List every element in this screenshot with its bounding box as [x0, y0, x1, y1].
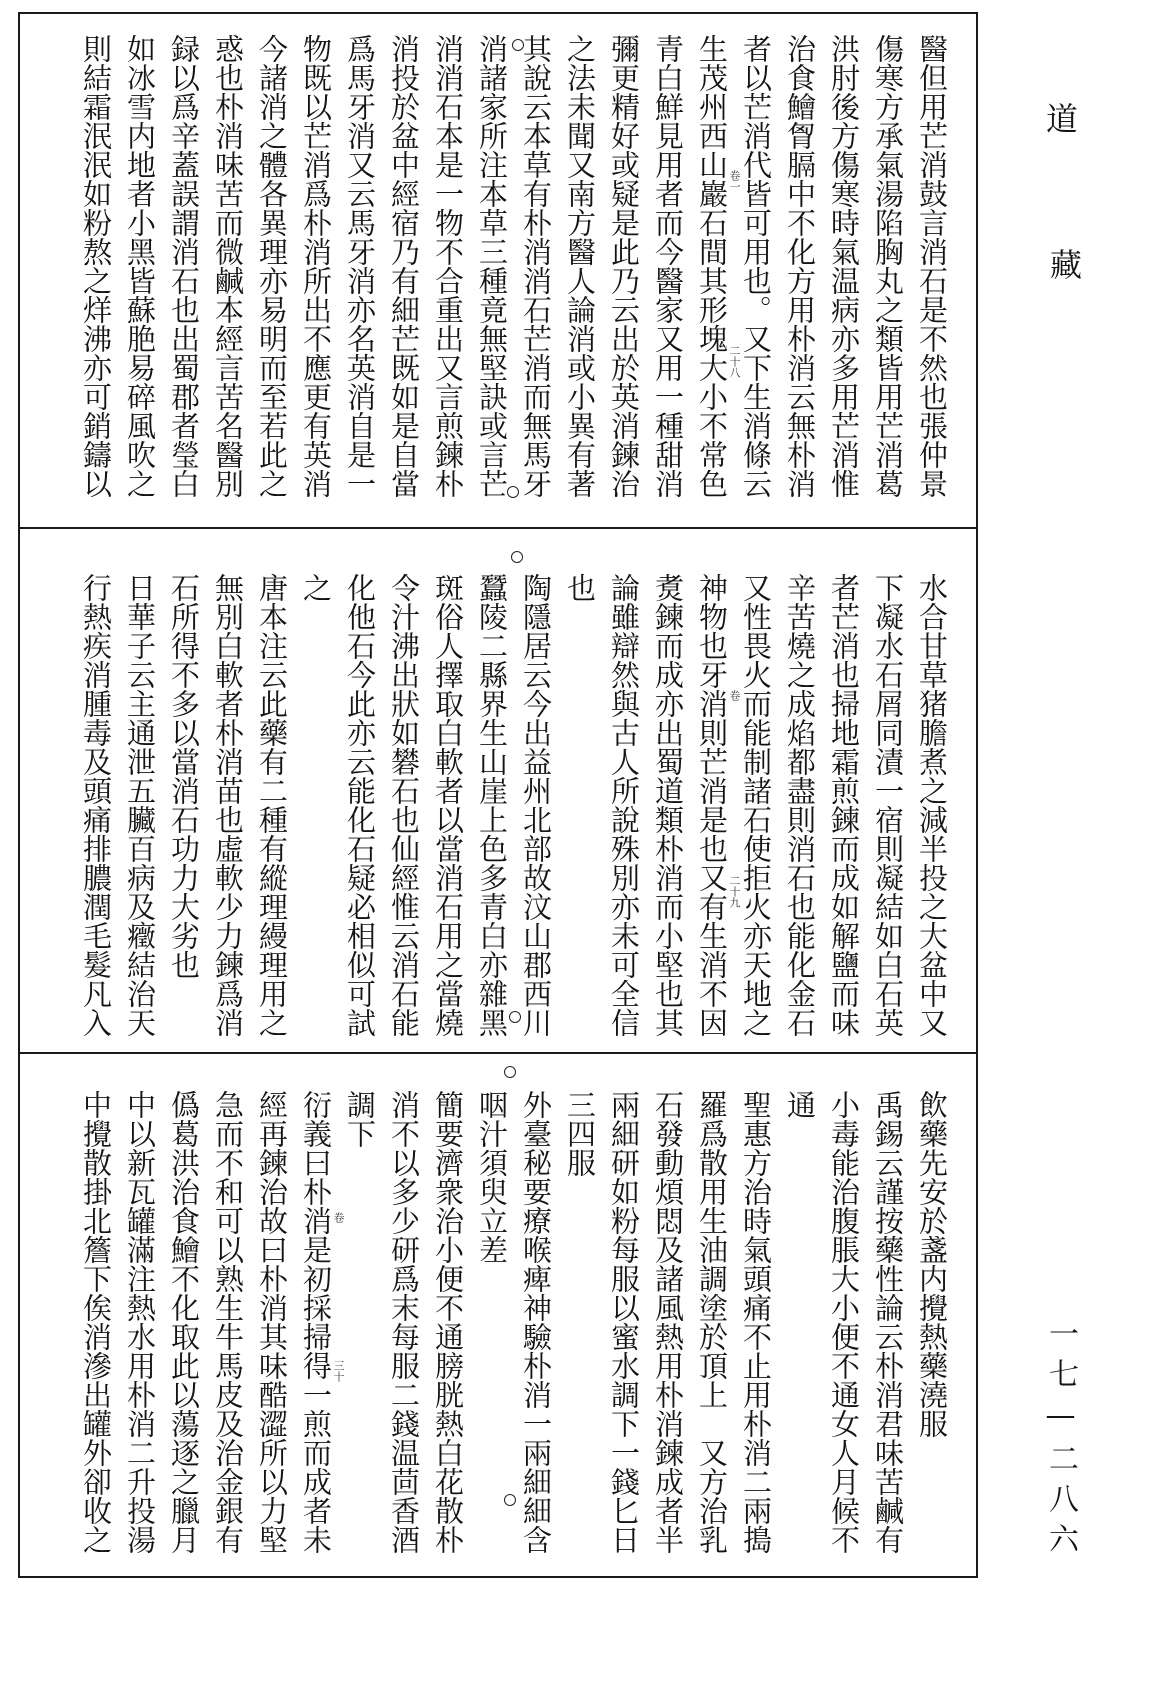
text-column: 治食鱠胷膈中不化方用朴消云無朴消 [783, 34, 817, 498]
text-column: 聖惠方治時氣頭痛不止用朴消二兩搗 [739, 1090, 773, 1554]
text-column: 青白鮮見用者而今醫家又用一種甜消 [651, 34, 685, 498]
text-column: 簡要濟衆治小便不通膀胱熱白花散朴 [431, 1090, 465, 1554]
text-column: 又性畏火而能制諸石使拒火亦天地之 [739, 573, 773, 1037]
text-column: 彌更精好或疑是此乃云出於英消鍊治 [607, 34, 641, 498]
page-break-mark: 二十九 [728, 875, 741, 908]
text-column: 神物也牙消則芒消是也又有生消不因 [695, 573, 729, 1037]
circle-mark [509, 1011, 521, 1023]
page-number: 一七—二八六 [1043, 1318, 1078, 1563]
text-column: 外臺秘要療喉痺神驗朴消一兩細細含 [519, 1090, 553, 1554]
panel-1 [20, 14, 976, 527]
text-column: 水合甘草猪膽煮之減半投之大盆中又 [915, 573, 949, 1037]
text-column: 行熱疾消腫毒及頭痛排膿潤毛髮凡入 [79, 573, 113, 1037]
text-column: 化他石今此亦云能化石疑必相似可試 [343, 573, 377, 1037]
text-column: 小毒能治腹脹大小便不通女人月候不 [827, 1090, 861, 1554]
text-column: 也 [563, 573, 597, 602]
text-column: 僞葛洪治食鱠不化取此以蕩逐之臘月 [167, 1090, 201, 1554]
circle-mark [504, 1494, 516, 1506]
text-column: 石發動煩悶及諸風熱用朴消鍊成者半 [651, 1090, 685, 1554]
text-column: 無別白軟者朴消苗也虛軟少力鍊爲消 [211, 573, 245, 1037]
panel-3 [20, 1052, 976, 1576]
text-column: 下凝水石屑同漬一宿則凝結如白石英 [871, 573, 905, 1037]
text-column: 洪肘後方傷寒時氣温病亦多用芒消惟 [827, 34, 861, 498]
text-column: 之 [299, 573, 333, 602]
page-break-mark: 二十八 [728, 345, 741, 378]
circle-mark [504, 1066, 516, 1078]
text-column: 中攪散掛北簷下俟消滲出罐外卻收之 [79, 1090, 113, 1554]
text-column: 消投於盆中經宿乃有細芒既如是自當 [387, 34, 421, 498]
text-column: 消不以多少研爲末每服二錢温茴香酒 [387, 1090, 421, 1554]
text-column: 爲馬牙消又云馬牙消亦名英消自是一 [343, 34, 377, 498]
text-column: 中以新瓦罐滿注熱水用朴消二升投湯 [123, 1090, 157, 1554]
text-column: 衍義曰朴消是初採掃得一煎而成者未 [299, 1090, 333, 1554]
circle-mark [512, 39, 524, 51]
text-column: 其說云本草有朴消消石芒消而無馬牙 [519, 34, 553, 498]
text-column: 通 [783, 1090, 817, 1119]
margin-label-bottom: 藏 [1045, 248, 1083, 280]
page-break-mark: 卷 [332, 1212, 345, 1223]
text-column: 之法未聞又南方醫人論消或小異有著 [563, 34, 597, 498]
text-column: 如冰雪内地者小黑皆蘇脃易碎風吹之 [123, 34, 157, 498]
text-column: 蠶陵二縣界生山崖上色多青白亦雜黑 [475, 573, 509, 1037]
text-column: 急而不和可以熟生牛馬皮及治金銀有 [211, 1090, 245, 1554]
text-column: 者芒消也掃地霜煎鍊而成如解鹽而味 [827, 573, 861, 1037]
text-column: 羅爲散用生油調塗於頂上 又方治乳 [695, 1090, 729, 1554]
text-column: 三四服 [563, 1090, 597, 1177]
text-column: 物既以芒消爲朴消所出不應更有英消 [299, 34, 333, 498]
page-break-mark: 卷 [728, 690, 741, 701]
text-column: 消消石本是一物不合重出又言煎鍊朴 [431, 34, 465, 498]
text-column: 則結霜泯泯如粉熬之烊沸亦可銷鑄以 [79, 34, 113, 498]
text-column: 調下 [343, 1090, 377, 1148]
text-column: 令汁沸出狀如礬石也仙經惟云消石能 [387, 573, 421, 1037]
circle-mark [511, 551, 523, 563]
text-column: 傷寒方承氣湯陷胸丸之類皆用芒消葛 [871, 34, 905, 498]
page-frame [18, 12, 978, 1578]
text-column: 飲藥先安於盞内攪熱藥澆服 [915, 1090, 949, 1438]
text-column: 斑俗人擇取白軟者以當消石用之當燒 [431, 573, 465, 1037]
page-break-mark: 卷一 [728, 170, 741, 192]
text-column: 禹錫云謹按藥性論云朴消君味苦鹹有 [871, 1090, 905, 1554]
text-column: 消諸家所注本草三種竟無堅訣或言芒 [475, 34, 509, 498]
text-column: 石所得不多以當消石功力大劣也 [167, 573, 201, 979]
text-column: 煑鍊而成亦出蜀道類朴消而小堅也其 [651, 573, 685, 1037]
text-column: 論雖辯然與古人所說殊別亦未可全信 [607, 573, 641, 1037]
text-column: 今諸消之體各異理亦易明而至若此之 [255, 34, 289, 498]
text-column: 咽汁須臾立差 [475, 1090, 509, 1264]
text-column: 録以爲辛蓋誤謂消石也出蜀郡者瑩白 [167, 34, 201, 498]
text-column: 惑也朴消味苦而微鹹本經言苦名醫別 [211, 34, 245, 498]
margin-label-top: 道 [1041, 102, 1079, 134]
circle-mark [507, 486, 519, 498]
text-column: 者以芒消代皆可用也。又下生消條云 [739, 34, 773, 498]
text-column: 醫但用芒消鼓言消石是不然也張仲景 [915, 34, 949, 498]
panel-2 [20, 527, 976, 1052]
text-column: 陶隱居云今出益州北部故汶山郡西川 [519, 573, 553, 1037]
text-column: 辛苦燒之成焰都盡則消石也能化金石 [783, 573, 817, 1037]
text-column: 日華子云主通泄五臟百病及癥結治天 [123, 573, 157, 1037]
text-column: 兩細研如粉每服以蜜水調下一錢匕日 [607, 1090, 641, 1554]
page-break-mark: 三十 [332, 1360, 345, 1382]
text-column: 唐本注云此藥有二種有縱理縵理用之 [255, 573, 289, 1037]
text-column: 經再鍊治故曰朴消其味酷澀所以力堅 [255, 1090, 289, 1554]
text-column: 生茂州西山巖石間其形塊大小不常色 [695, 34, 729, 498]
